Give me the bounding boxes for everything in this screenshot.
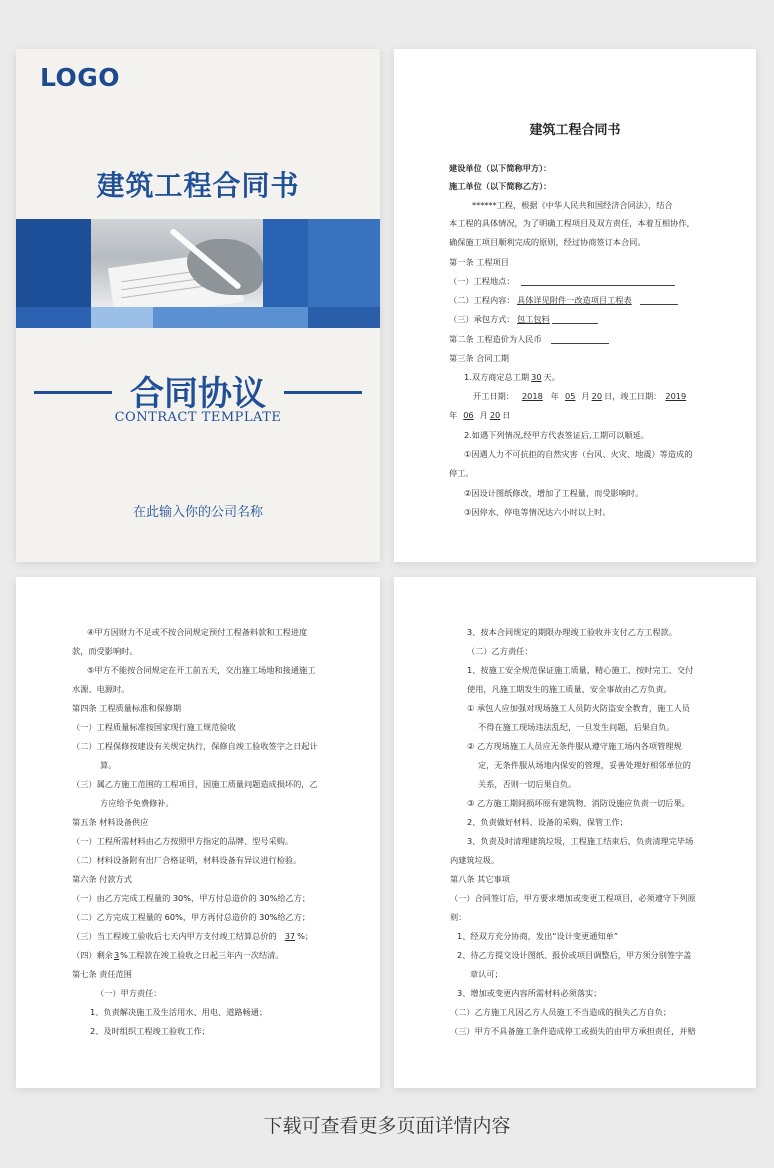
duration-days: 30 bbox=[531, 372, 542, 382]
paragraph-line: ③因停水、停电等情况达六小时以上时。 bbox=[464, 507, 611, 517]
paragraph-line: 1、按施工安全规范保证施工质量，精心施工、按时完工、交付 bbox=[467, 665, 694, 675]
start-month: 05 bbox=[565, 391, 576, 401]
paragraph-line: 不得在施工现场违法乱纪，一旦发生问题，后果自负。 bbox=[478, 722, 675, 732]
clause-heading: 第八条 其它事项 bbox=[450, 874, 510, 884]
paragraph-line: 2、负责做好材料、设备的采购，保管工作； bbox=[467, 817, 628, 827]
end-date-line bbox=[449, 409, 510, 421]
clause-heading: 第六条 付款方式 bbox=[72, 874, 132, 884]
paragraph-line: ******工程，根据《中华人民共和国经济合同法》，结合 bbox=[472, 200, 673, 210]
paragraph-line: 水源、电源时。 bbox=[72, 684, 130, 694]
remainder-text: （四）剩余 bbox=[72, 950, 113, 960]
cover-image-band bbox=[16, 219, 380, 328]
paragraph-line: 关系，否则一切后果自负。 bbox=[478, 779, 577, 789]
month-char: 月 bbox=[581, 391, 590, 401]
paragraph-line: ④甲方因财力不足或不按合同规定预付工程备料款和工程进度 bbox=[87, 627, 308, 637]
paragraph-line: 3、按本合同规定的期限办理竣工验收并支付乙方工程款。 bbox=[467, 627, 677, 637]
paragraph-line: ②因设计图纸修改，增加了工程量，而受影响时。 bbox=[464, 488, 644, 498]
paragraph-line: 本工程的具体情况，为了明确工程项目及双方责任，本着互相协作， bbox=[449, 218, 695, 228]
paragraph-line: （二）工程保修按建设有关规定执行，保修自竣工验收签字之日起计 bbox=[72, 741, 318, 751]
end-date-label: 日，竣工日期： bbox=[604, 391, 662, 401]
contract-page-3 bbox=[394, 577, 756, 1088]
paragraph-line: （二）乙方责任： bbox=[467, 646, 533, 656]
paragraph-line: 2、及时组织工程竣工验收工作； bbox=[90, 1026, 210, 1036]
month-char: 月 bbox=[479, 410, 488, 420]
remainder-percent: 3 bbox=[113, 950, 120, 960]
paragraph-line: 1、经双方充分协商，发出“设计变更通知单” bbox=[457, 931, 619, 941]
clause-heading: 第二条 工程造价为人民币 bbox=[449, 334, 542, 344]
project-content-blank bbox=[640, 294, 678, 308]
paragraph-line: ① 承包人应加强对现场施工人员防火防盗安全教育，施工人员 bbox=[467, 703, 690, 713]
project-location-label: （一）工程地点： bbox=[449, 276, 515, 286]
project-content-value: 具体详见附件一改造项目工程表 bbox=[517, 295, 632, 305]
paragraph-line: 则： bbox=[450, 912, 467, 922]
paragraph-line: 定，无条件服从场地内保安的管理，妥善处理好相邻单位的 bbox=[478, 760, 691, 770]
company-name-placeholder: 在此输入你的公司名称 bbox=[132, 505, 263, 520]
percent-sign: %； bbox=[297, 931, 314, 941]
contract-page-2 bbox=[16, 577, 380, 1088]
paragraph-line: （一）由乙方完成工程量的 30%，甲方付总造价的 30%给乙方； bbox=[72, 893, 311, 903]
paragraph-line: 算。 bbox=[100, 760, 117, 770]
end-month: 06 bbox=[463, 410, 474, 420]
paragraph-line: ①因遇人力不可抗拒的自然灾害（台风、火灾、地震）等造成的 bbox=[464, 449, 693, 459]
paragraph-line: 2.如遇下列情况,经甲方代表签证后,工期可以顺延。 bbox=[464, 430, 649, 440]
project-content-label: （二）工程内容： bbox=[449, 295, 515, 305]
paragraph-line: （一）合同签订后，甲方要求增加或变更工程项目，必须遵守下列原 bbox=[450, 893, 696, 903]
cover-page bbox=[16, 49, 380, 562]
party-b-line: 施工单位（以下简称乙方）： bbox=[449, 181, 552, 191]
clause-heading: 第三条 合同工期 bbox=[449, 353, 509, 363]
paragraph-line: 款，而受影响时。 bbox=[72, 646, 138, 656]
paragraph-line: 3、负责及时清理建筑垃圾，工程施工结束后，负责清理完毕场 bbox=[467, 836, 694, 846]
start-year: 2018 bbox=[521, 391, 543, 401]
paragraph-line: （二）乙方完成工程量的 60%，甲方再付总造价的 30%给乙方； bbox=[72, 912, 311, 922]
paragraph-line: ② 乙方现场施工人员应无条件服从遵守施工场内各项管理规 bbox=[467, 741, 682, 751]
duration-line bbox=[464, 371, 560, 383]
writing-photo bbox=[91, 219, 263, 307]
start-day: 20 bbox=[591, 391, 603, 401]
year-char: 年 bbox=[550, 391, 559, 401]
paragraph-line: （一）工程质量标准按国家现行施工规范验收 bbox=[72, 722, 236, 732]
clause-heading: 第一条 工程项目 bbox=[449, 257, 509, 267]
paragraph-line: 内建筑垃圾。 bbox=[450, 855, 500, 865]
party-a-line: 建设单位（以下简称甲方）： bbox=[449, 163, 552, 173]
paragraph-line: 停工。 bbox=[449, 468, 474, 478]
day-char: 日 bbox=[502, 410, 511, 420]
contract-mode-blank bbox=[552, 313, 598, 327]
paragraph-line: 章认可； bbox=[470, 969, 503, 979]
paragraph-line: ⑤甲方不能按合同规定在开工前五天，交出施工场地和接通施工 bbox=[87, 665, 316, 675]
settlement-text: （三）当工程竣工验收后七天内甲方支付竣工结算总价的 bbox=[72, 931, 277, 941]
paragraph-line: （一）甲方责任： bbox=[96, 988, 162, 998]
paragraph-line: 方应给予免费修补。 bbox=[100, 798, 174, 808]
end-day: 20 bbox=[489, 410, 501, 420]
contract-page-1 bbox=[394, 49, 756, 562]
cover-subheading: CONTRACT TEMPLATE bbox=[114, 410, 282, 425]
paragraph-line: （一）工程所需材料由乙方按照甲方指定的品牌、型号采购。 bbox=[72, 836, 294, 846]
clause-heading: 第四条 工程质量标准和保修期 bbox=[72, 703, 182, 713]
duration-text: 1.双方商定总工期 bbox=[464, 372, 530, 382]
settlement-percent: 37 bbox=[284, 931, 296, 941]
year-char: 年 bbox=[449, 410, 458, 420]
remainder-line bbox=[72, 949, 284, 961]
paragraph-line: 确保施工项目顺利完成的原则，经过协商签订本合同。 bbox=[449, 237, 646, 247]
dates-line bbox=[473, 390, 690, 402]
paragraph-line: ③ 乙方施工期间损坏原有建筑物、消防设施应负责一切后果。 bbox=[467, 798, 690, 808]
document-title: 建筑工程合同书 bbox=[529, 123, 621, 138]
download-more-caption: 下载可查看更多页面详情内容 bbox=[263, 1115, 511, 1137]
price-blank bbox=[551, 333, 609, 347]
contract-mode-label: （三）承包方式： bbox=[449, 314, 515, 324]
start-date-label: 开工日期： bbox=[473, 391, 514, 401]
paragraph-line: 1、负责解决施工及生活用水、用电、道路畅通； bbox=[90, 1007, 268, 1017]
paragraph-line: （三）属乙方施工范围的工程项目，因施工质量问题造成损坏的，乙 bbox=[72, 779, 318, 789]
project-location-blank bbox=[521, 275, 675, 289]
duration-unit: 天。 bbox=[543, 372, 560, 382]
paragraph-line: 2、待乙方提交设计图纸、报价或项目调整后，甲方须分别签字盖 bbox=[457, 950, 692, 960]
paragraph-line: （二）乙方施工凡因乙方人员施工不当造成的损失乙方自负； bbox=[450, 1007, 672, 1017]
paragraph-line: （二）材料设备附有出厂合格证明，材料设备有异议进行检验。 bbox=[72, 855, 302, 865]
remainder-text-end: %工程款在竣工验收之日起三年内一次结清。 bbox=[120, 950, 284, 960]
end-year: 2019 bbox=[665, 391, 687, 401]
cover-title: 建筑工程合同书 bbox=[96, 169, 300, 202]
cover-heading: 合同协议 bbox=[130, 374, 266, 414]
paragraph-line: 3、增加或变更内容所需材料必须落实； bbox=[457, 988, 602, 998]
settlement-line bbox=[72, 930, 313, 942]
contract-mode-value: 包工包料 bbox=[517, 314, 550, 324]
clause-heading: 第五条 材料设备供应 bbox=[72, 817, 149, 827]
logo: LOGO bbox=[40, 63, 121, 92]
paragraph-line: 使用，凡施工期发生的施工质量、安全事故由乙方负责。 bbox=[467, 684, 672, 694]
clause-heading: 第七条 责任范围 bbox=[72, 969, 132, 979]
paragraph-line: （三）甲方不具备施工条件造成停工或损失的由甲方承担责任，并赔 bbox=[450, 1026, 696, 1036]
